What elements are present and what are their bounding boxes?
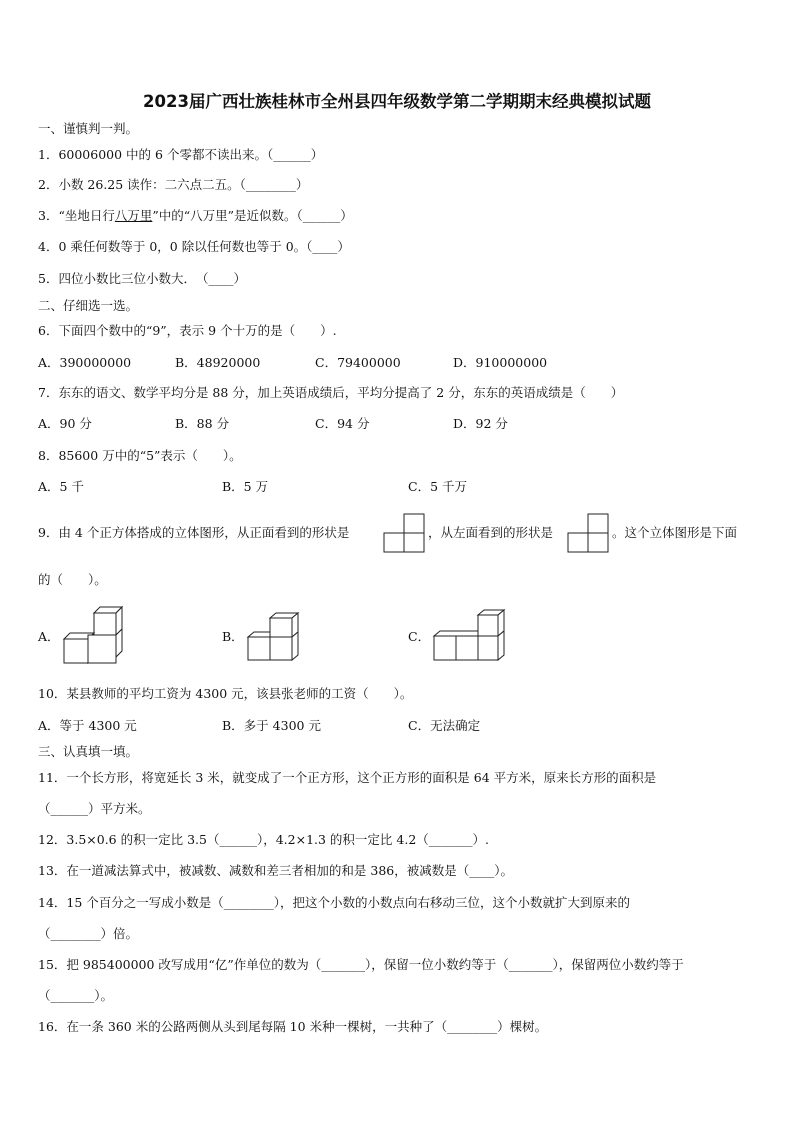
question-2: 2．小数 26.25 读作：二六点二五。（________） <box>38 177 309 192</box>
question-11-line-1: 11．一个长方形，将宽延长 3 米，就变成了一个正方形，这个正方形的面积是 64 平方米，原来长方形的面积是 <box>38 770 657 785</box>
question-9-part-4: 的（ ）。 <box>38 572 107 587</box>
page-title: 2023届广西壮族桂林市全州县四年级数学第二学期期末经典模拟试题 <box>143 92 651 111</box>
section-heading-2: 二、仔细选一选。 <box>38 298 139 313</box>
question-4: 4．0 乘任何数等于 0，0 除以任何数也等于 0。（____） <box>38 239 350 254</box>
question-9-option-c: C． <box>408 629 431 644</box>
question-8-stem: 8．85600 万中的“5”表示（ ）。 <box>38 448 242 463</box>
question-15-line-1: 15．把 985400000 改写成用“亿”作单位的数为（_______），保留一位小数约等于（_______），保留两位小数约等于 <box>38 957 684 972</box>
question-16: 16．在一条 360 米的公路两侧从头到尾每隔 10 米种一棵树，一共种了（________）棵树。 <box>38 1019 548 1034</box>
question-8-option-a: A．5 千 <box>38 479 84 494</box>
left-view-figure <box>566 513 610 553</box>
cube-figure-b <box>246 612 300 662</box>
question-6-option-d: D．910000000 <box>453 355 548 370</box>
question-9-part-3: 。这个立体图形是下面 <box>612 525 738 540</box>
question-9-option-a: A． <box>38 629 60 644</box>
section-heading-1: 一、谨慎判一判。 <box>38 121 139 136</box>
question-11-line-2: （______）平方米。 <box>38 801 151 816</box>
question-8-option-c: C．5 千万 <box>408 479 467 494</box>
question-10-stem: 10．某县教师的平均工资为 4300 元，该县张老师的工资（ ）。 <box>38 686 413 701</box>
question-3 <box>38 208 353 224</box>
question-6-option-a: A．390000000 <box>38 355 132 370</box>
question-7-option-a: A．90 分 <box>38 416 92 431</box>
cube-figure-c <box>432 609 506 663</box>
question-7-stem: 7．东东的语文、数学平均分是 88 分，加上英语成绩后，平均分提高了 2 分，东东的英语成绩是（ ） <box>38 385 624 400</box>
question-14-line-2: （________）倍。 <box>38 926 139 941</box>
section-heading-3: 三、认真填一填。 <box>38 744 139 759</box>
question-3-underlined: 八万里 <box>114 208 153 223</box>
question-3-part-a: 3．“坐地日行 <box>38 208 115 223</box>
question-9-part-1: 9．由 4 个正方体搭成的立体图形，从正面看到的形状是 <box>38 525 350 540</box>
question-1: 1．60006000 中的 6 个零都不读出来。（______） <box>38 147 324 162</box>
question-15-line-2: （_______）。 <box>38 988 114 1003</box>
question-7-option-d: D．92 分 <box>453 416 508 431</box>
question-10-option-b: B．多于 4300 元 <box>222 718 321 733</box>
question-8-option-b: B．5 万 <box>222 479 269 494</box>
question-3-part-b: ”中的“八万里”是近似数。（______） <box>152 208 353 223</box>
question-7-option-b: B．88 分 <box>175 416 230 431</box>
front-view-figure <box>382 513 426 553</box>
question-9-part-2: ，从左面看到的形状是 <box>428 525 554 540</box>
question-13: 13．在一道减法算式中，被减数、减数和差三者相加的和是 386，被减数是（____）。 <box>38 863 513 878</box>
question-12: 12．3.5×0.6 的积一定比 3.5（______），4.2×1.3 的积一定比 4.2（_______）. <box>38 832 489 847</box>
question-6-option-b: B．48920000 <box>175 355 261 370</box>
question-9-option-b: B． <box>222 629 244 644</box>
question-6-stem: 6．下面四个数中的“9”，表示 9 个十万的是（ ）. <box>38 323 337 338</box>
question-9-stem <box>38 525 349 541</box>
question-7-option-c: C．94 分 <box>315 416 370 431</box>
question-10-option-a: A．等于 4300 元 <box>38 718 137 733</box>
question-5: 5．四位小数比三位小数大． （____） <box>38 271 246 286</box>
question-14-line-1: 14．15 个百分之一写成小数是（________），把这个小数的小数点向右移动三位，这个小数就扩大到原来的 <box>38 895 631 910</box>
cube-figure-a <box>62 605 124 667</box>
question-6-option-c: C．79400000 <box>315 355 401 370</box>
question-10-option-c: C．无法确定 <box>408 718 481 733</box>
